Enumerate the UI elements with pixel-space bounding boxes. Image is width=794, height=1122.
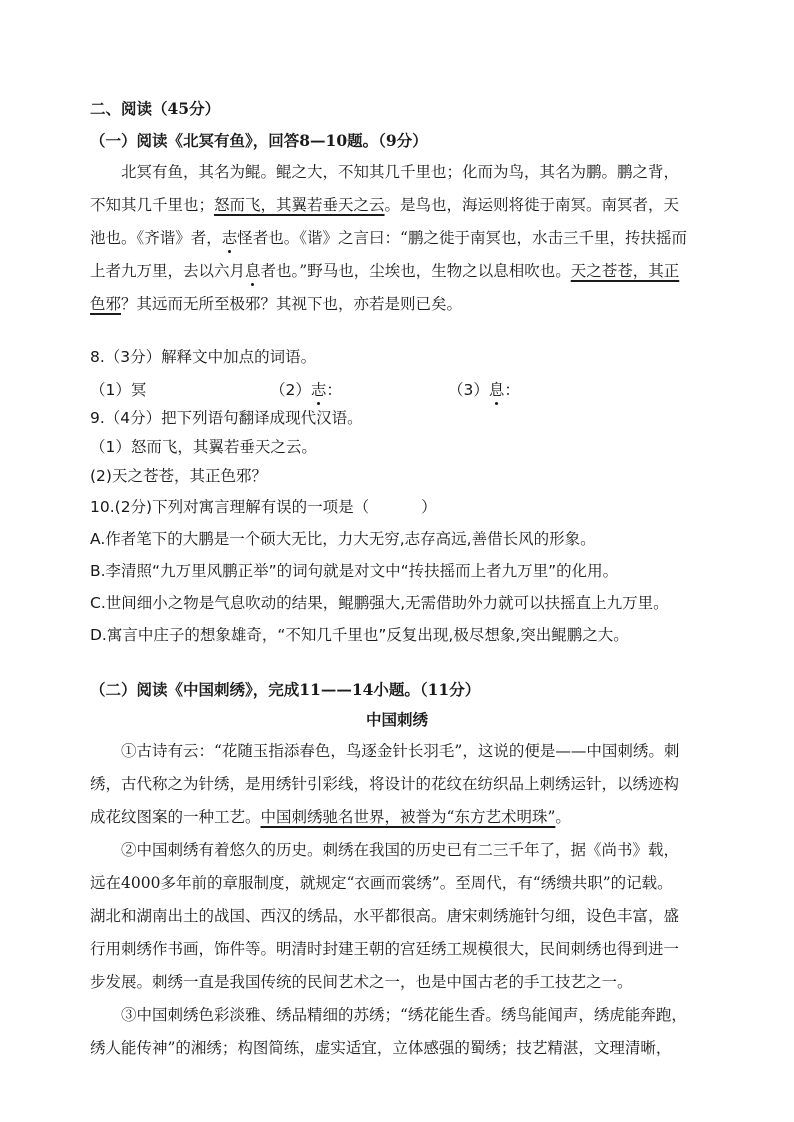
question-stem: 8.（3分）解释文中加点的词语。 <box>90 348 317 366</box>
underlined-sentence: 天之苍苍，其正 <box>570 262 680 280</box>
answer-item <box>270 380 342 400</box>
option-d: D.寓言中庄子的想象雄奇，“不知几千里也”反复出现,极尽想象,突出鲲鹏之大。 <box>90 626 629 644</box>
article-line: 远在4000多年前的章服制度，就规定“衣画而裳绣”。至周代，有“绣缋共职”的记载。 <box>90 874 673 892</box>
text-span: 。是鸟也，海运则将徙于南冥。南冥者，天 <box>384 196 680 214</box>
text-span: 池也。《齐谐》者， <box>90 229 222 247</box>
dotted-word: 息 <box>488 381 505 399</box>
section-title: 二、阅读（45分） <box>90 99 221 118</box>
option-c: C.世间细小之物是气息吹动的结果，鲲鹏强大,无需借助外力就可以扶摇直上九万里。 <box>90 594 669 612</box>
question-stem: 9.（4分）把下列语句翻译成现代汉语。 <box>90 409 363 427</box>
article-line: ②中国刺绣有着悠久的历史。刺绣在我国的历史已有二三千年了，据《尚书》载， <box>121 841 680 859</box>
article-title: 中国刺绣 <box>365 710 428 729</box>
dotted-word: 志 <box>221 229 238 247</box>
text-span: 怪者也。《谐》之言曰：“鹏之徙于南冥也，水击三千里，抟扶摇而 <box>237 229 687 247</box>
answer-item: （1）冥 <box>90 381 147 399</box>
text-span: （2） <box>270 381 311 399</box>
passage-line <box>90 261 679 281</box>
text-span: 上者九万里，去以六月 <box>90 262 246 280</box>
passage-line <box>90 195 679 215</box>
passage-line <box>90 294 462 314</box>
dotted-word: 志 <box>310 381 327 399</box>
option-b: B.李清照“九万里风鹏正举”的词句就是对文中“抟扶摇而上者九万里”的化用。 <box>90 562 619 580</box>
text-span: ： <box>504 381 520 399</box>
text-span: 。 <box>555 808 571 826</box>
answer-item: （1）怒而飞，其翼若垂天之云。 <box>90 438 317 456</box>
text-span: ？其远而无所至极邪？其视下也，亦若是则已矣。 <box>121 295 463 313</box>
article-line <box>90 807 571 827</box>
text-span: 不知其几千里也； <box>90 196 215 214</box>
answer-item: (2)天之苍苍，其正色邪？ <box>90 467 267 485</box>
underlined-sentence: 怒而飞，其翼若垂天之云 <box>214 196 385 214</box>
text-span: 成花纹图案的一种工艺。 <box>90 808 261 826</box>
text-span: ： <box>326 381 342 399</box>
question-stem <box>90 497 437 517</box>
text-span: 10.(2分)下列对寓言理解有误的一项是（ <box>90 498 370 516</box>
article-line: 行用刺绣作书画，饰件等。明清时封建王朝的宫廷绣工规模很大，民间刺绣也得到进一 <box>90 940 680 958</box>
part2-title: （二）阅读《中国刺绣》，完成11——14小题。（11分） <box>90 680 481 699</box>
text-span: 者也。”野马也，尘埃也，生物之以息相吹也。 <box>260 262 571 280</box>
article-line: 绣人能传神”的湘绣；构图简练，虚实适宜，立体感强的蜀绣；技艺精湛，文理清晰， <box>90 1039 672 1057</box>
article-line: ①古诗有云：“花随玉指添春色，鸟逐金针长羽毛”，这说的便是——中国刺绣。刺 <box>121 742 680 760</box>
dotted-word: 息 <box>245 262 261 280</box>
option-a: A.作者笔下的大鹏是一个硕大无比，力大无穷,志存高远,善借长风的形象。 <box>90 530 596 548</box>
article-line: 绣，古代称之为针绣，是用绣针引彩线，将设计的花纹在纺织品上刺绣运针，以绣迹构 <box>90 775 680 793</box>
text-span: （3） <box>448 381 489 399</box>
underlined-sentence: 中国刺绣驰名世界，被誉为“东方艺术明珠” <box>260 808 556 826</box>
article-line: 步发展。刺绣一直是我国传统的民间艺术之一，也是中国古老的手工技艺之一。 <box>90 973 633 991</box>
text-span: ） <box>421 498 437 516</box>
part1-title: （一）阅读《北冥有鱼》，回答8—10题。（9分） <box>90 131 428 150</box>
answer-item <box>448 380 520 400</box>
article-line: 湖北和湖南出土的战国、西汉的绣品，水平都很高。唐宋刺绣施针匀细，设色丰富，盛 <box>90 907 680 925</box>
underlined-sentence: 色邪 <box>90 295 122 313</box>
passage-line <box>90 228 687 248</box>
passage-line: 北冥有鱼，其名为鲲。鲲之大，不知其几千里也；化而为鸟，其名为鹏。鹏之背， <box>121 163 680 181</box>
article-line: ③中国刺绣色彩淡雅、绣品精细的苏绣；“绣花能生香。绣鸟能闻声，绣虎能奔跑， <box>121 1006 687 1024</box>
